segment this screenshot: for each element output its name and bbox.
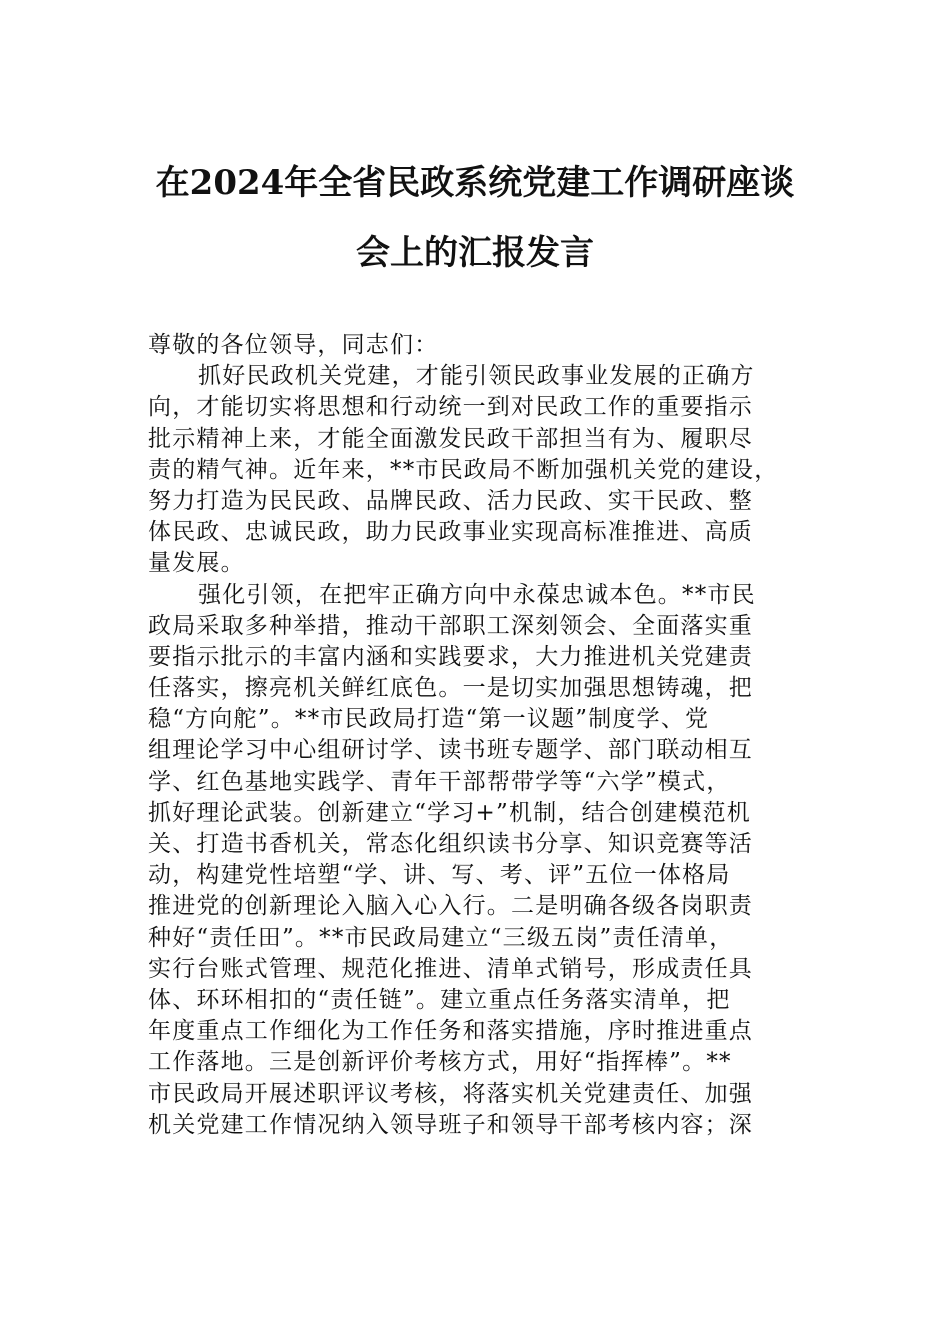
document-title-line-2: 会上的汇报发言 (356, 233, 594, 273)
body-text-line: 稳“方向舵”。**市民政局打造“第一议题”制度学、党 (148, 706, 710, 733)
body-text-line: 要指示批示的丰富内涵和实践要求，大力推进机关党建责 (148, 643, 753, 670)
body-text-line: 体、环环相扣的“责任链”。建立重点任务落实清单，把 (148, 986, 731, 1013)
body-text-line: 量发展。 (148, 550, 245, 577)
body-text-line: 组理论学习中心组研讨学、读书班专题学、部门联动相互 (148, 737, 753, 764)
document-title-line-1: 在2024年全省民政系统党建工作调研座谈 (155, 163, 795, 203)
body-text-line: 实行台账式管理、规范化推进、清单式销号，形成责任具 (148, 955, 753, 982)
body-text-line: 学、红色基地实践学、青年干部帮带学等“六学”模式， (148, 768, 731, 795)
body-text-line: 体民政、忠诚民政，助力民政事业实现高标准推进、高质 (148, 519, 753, 546)
body-text-line: 种好“责任田”。**市民政局建立“三级五岗”责任清单， (148, 924, 734, 951)
body-text-line: 推进党的创新理论入脑入心入行。二是明确各级各岗职责 (148, 893, 753, 920)
body-text-line: 机关党建工作情况纳入领导班子和领导干部考核内容；深 (148, 1111, 753, 1138)
body-text-line: 向，才能切实将思想和行动统一到对民政工作的重要指示 (148, 394, 753, 421)
body-text-line: 关、打造书香机关，常态化组织读书分享、知识竞赛等活 (148, 831, 753, 857)
body-text-line: 责的精气神。近年来，**市民政局不断加强机关党的建设， (148, 456, 779, 483)
document-body (148, 330, 808, 1141)
body-text-line: 任落实，擦亮机关鲜红底色。一是切实加强思想铸魂，把 (148, 675, 753, 702)
body-text-line: 动，构建党性培塑“学、讲、写、考、评”五位一体格局 (148, 862, 731, 889)
body-text-line: 工作落地。三是创新评价考核方式，用好“指挥棒”。** (148, 1049, 732, 1076)
body-text-line: 尊敬的各位领导，同志们： (148, 332, 439, 358)
body-text-line: 强化引领，在把牢正确方向中永葆忠诚本色。**市民 (198, 581, 756, 608)
body-text-line: 努力打造为民民政、品牌民政、活力民政、实干民政、整 (148, 487, 753, 514)
body-text-line: 批示精神上来，才能全面激发民政干部担当有为、履职尽 (148, 425, 753, 452)
body-text-line: 政局采取多种举措，推动干部职工深刻领会、全面落实重 (148, 612, 753, 639)
body-text-line: 市民政局开展述职评议考核，将落实机关党建责任、加强 (148, 1080, 753, 1107)
body-text-line: 抓好理论武装。创新建立“学习+”机制，结合创建模范机 (148, 799, 751, 826)
body-text-line: 抓好民政机关党建，才能引领民政事业发展的正确方 (198, 363, 755, 390)
body-text-line: 年度重点工作细化为工作任务和落实措施，序时推进重点 (148, 1018, 753, 1045)
